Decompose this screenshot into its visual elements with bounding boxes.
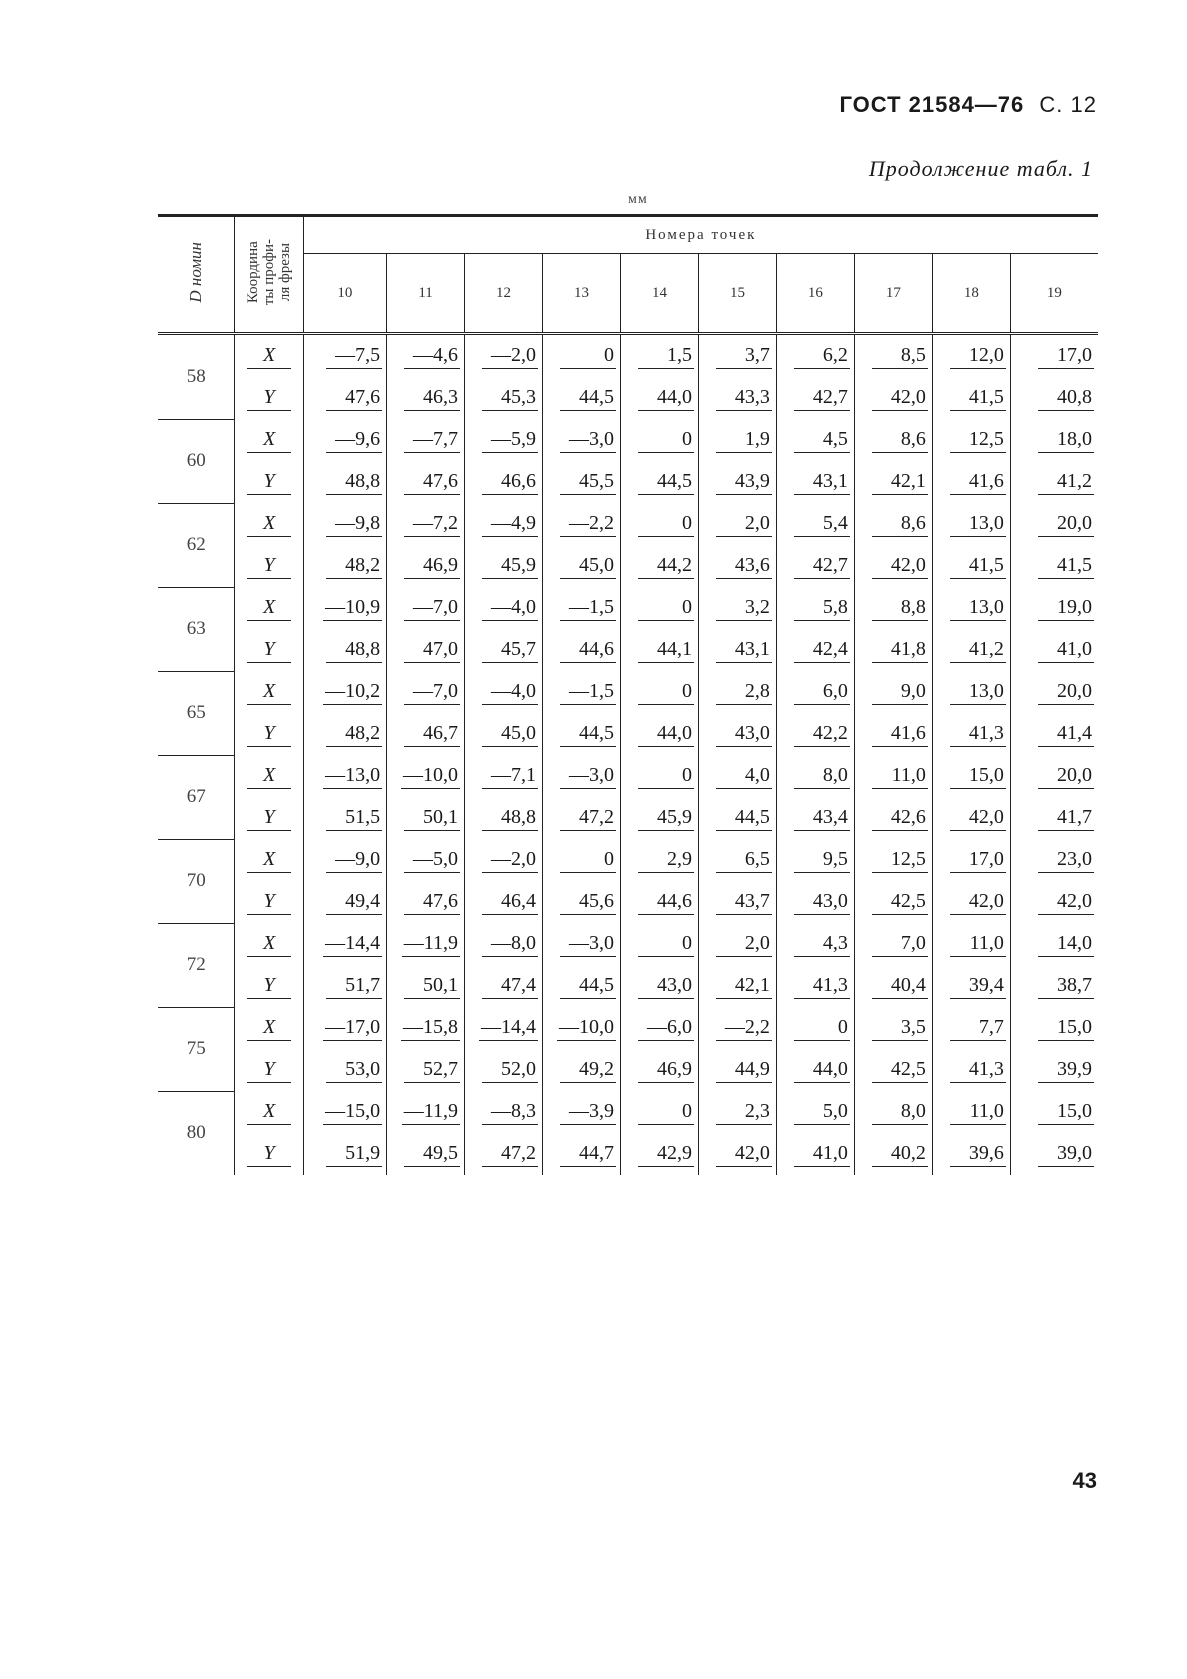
coordinate-value-cell: —10,0	[387, 755, 465, 797]
coordinate-value-cell: —11,9	[387, 923, 465, 965]
coordinate-value-cell: 41,3	[932, 1049, 1010, 1091]
point-number-header: 15	[698, 254, 776, 333]
d-nominal-cell: 80	[158, 1091, 235, 1175]
coordinate-value-cell: 39,6	[932, 1133, 1010, 1175]
coordinate-value-cell: 44,0	[620, 713, 698, 755]
coordinate-value-cell: —9,8	[303, 503, 386, 545]
coordinate-value-cell: 51,5	[303, 797, 386, 839]
d-nominal-header: D номин	[186, 241, 206, 303]
table-row	[158, 1049, 1098, 1091]
coordinate-value-cell: —2,0	[465, 839, 543, 881]
coordinate-value-cell: —1,5	[543, 671, 621, 713]
d-nominal-cell: 63	[158, 587, 235, 671]
coordinate-value-cell: 52,7	[387, 1049, 465, 1091]
table-row	[158, 965, 1098, 1007]
coordinate-label-cell: Y	[235, 545, 303, 587]
coordinate-value-cell: 8,5	[854, 334, 932, 378]
coordinate-value-cell: 44,0	[620, 377, 698, 419]
coordinate-value-cell: 49,4	[303, 881, 386, 923]
coordinate-value-cell: 42,7	[776, 545, 854, 587]
coordinate-value-cell: 43,0	[698, 713, 776, 755]
coordinate-value-cell: 44,9	[698, 1049, 776, 1091]
coordinate-value-cell: 43,3	[698, 377, 776, 419]
coordinate-value-cell: 51,9	[303, 1133, 386, 1175]
coordinate-label-cell: X	[235, 923, 303, 965]
coordinate-value-cell: 46,9	[387, 545, 465, 587]
coordinate-value-cell: 47,2	[465, 1133, 543, 1175]
coordinate-value-cell: 5,8	[776, 587, 854, 629]
coordinate-value-cell: 13,0	[932, 503, 1010, 545]
coordinate-value-cell: 44,5	[543, 713, 621, 755]
coordinate-value-cell: —7,0	[387, 587, 465, 629]
coordinate-value-cell: —9,6	[303, 419, 386, 461]
coordinate-value-cell: 17,0	[1010, 334, 1098, 378]
coordinate-value-cell: 43,9	[698, 461, 776, 503]
coordinate-value-cell: 42,5	[854, 881, 932, 923]
coordinate-value-cell: 42,0	[1010, 881, 1098, 923]
coordinate-value-cell: —3,0	[543, 923, 621, 965]
coordinate-value-cell: 6,5	[698, 839, 776, 881]
coordinate-value-cell: 1,9	[698, 419, 776, 461]
coordinate-value-cell: 20,0	[1010, 755, 1098, 797]
point-number-header: 12	[465, 254, 543, 333]
coordinate-value-cell: 5,4	[776, 503, 854, 545]
coordinate-label-cell: X	[235, 755, 303, 797]
table-row	[158, 1007, 1098, 1049]
coordinate-value-cell: 42,0	[932, 797, 1010, 839]
coordinate-value-cell: 46,6	[465, 461, 543, 503]
coordinate-value-cell: 46,7	[387, 713, 465, 755]
table-continuation-label: Продолжение табл. 1	[868, 156, 1093, 181]
coordinate-value-cell: 45,0	[543, 545, 621, 587]
coordinate-value-cell: 43,6	[698, 545, 776, 587]
coordinate-value-cell: 41,4	[1010, 713, 1098, 755]
coordinate-value-cell: 40,2	[854, 1133, 932, 1175]
coordinate-value-cell: 6,2	[776, 334, 854, 378]
d-nominal-cell: 70	[158, 839, 235, 923]
coordinate-value-cell: 42,5	[854, 1049, 932, 1091]
coordinate-value-cell: —3,0	[543, 419, 621, 461]
coordinate-value-cell: 44,2	[620, 545, 698, 587]
coordinate-value-cell: 7,7	[932, 1007, 1010, 1049]
d-nominal-cell: 75	[158, 1007, 235, 1091]
coordinate-value-cell: 5,0	[776, 1091, 854, 1133]
coordinate-value-cell: —10,2	[303, 671, 386, 713]
d-nominal-cell: 65	[158, 671, 235, 755]
coordinate-value-cell: 0	[620, 671, 698, 713]
coordinate-value-cell: 14,0	[1010, 923, 1098, 965]
table-row	[158, 377, 1098, 419]
coordinate-value-cell: —8,3	[465, 1091, 543, 1133]
coordinate-value-cell: —11,9	[387, 1091, 465, 1133]
point-number-header: 14	[620, 254, 698, 333]
table-row	[158, 839, 1098, 881]
coordinate-value-cell: 43,4	[776, 797, 854, 839]
page-number: 43	[1072, 1468, 1097, 1493]
coordinate-value-cell: 2,9	[620, 839, 698, 881]
coordinate-label-cell: X	[235, 671, 303, 713]
coordinate-value-cell: 41,5	[932, 545, 1010, 587]
coordinate-value-cell: —17,0	[303, 1007, 386, 1049]
coordinate-value-cell: 0	[620, 419, 698, 461]
coordinate-value-cell: 43,0	[776, 881, 854, 923]
coordinate-label-cell: X	[235, 419, 303, 461]
coordinate-value-cell: 8,0	[854, 1091, 932, 1133]
coordinate-value-cell: 44,7	[543, 1133, 621, 1175]
coordinate-value-cell: 8,6	[854, 419, 932, 461]
coordinate-value-cell: 20,0	[1010, 671, 1098, 713]
coordinate-value-cell: 8,6	[854, 503, 932, 545]
coordinate-label-cell: Y	[235, 797, 303, 839]
table-row	[158, 923, 1098, 965]
coordinate-value-cell: —3,9	[543, 1091, 621, 1133]
page-ref: С. 12	[1039, 92, 1097, 117]
coordinate-value-cell: 18,0	[1010, 419, 1098, 461]
coordinate-value-cell: —7,2	[387, 503, 465, 545]
d-nominal-cell: 60	[158, 419, 235, 503]
coordinate-value-cell: —14,4	[303, 923, 386, 965]
coordinate-value-cell: 3,7	[698, 334, 776, 378]
coordinate-value-cell: 4,5	[776, 419, 854, 461]
coordinate-label-cell: X	[235, 1091, 303, 1133]
coordinate-label-cell: Y	[235, 713, 303, 755]
coordinate-value-cell: 42,9	[620, 1133, 698, 1175]
coordinate-value-cell: 44,5	[698, 797, 776, 839]
coordinate-value-cell: —8,0	[465, 923, 543, 965]
point-number-header: 10	[303, 254, 386, 333]
coordinate-value-cell: 11,0	[854, 755, 932, 797]
coordinate-value-cell: 47,4	[465, 965, 543, 1007]
table-row	[158, 461, 1098, 503]
d-nominal-cell: 72	[158, 923, 235, 1007]
coordinate-value-cell: 19,0	[1010, 587, 1098, 629]
coordinate-value-cell: —7,0	[387, 671, 465, 713]
table-row	[158, 881, 1098, 923]
coordinate-value-cell: 0	[543, 839, 621, 881]
coordinate-value-cell: 41,0	[776, 1133, 854, 1175]
coordinate-value-cell: 46,4	[465, 881, 543, 923]
coordinate-value-cell: 45,6	[543, 881, 621, 923]
coordinate-label-cell: Y	[235, 1049, 303, 1091]
point-number-header: 16	[776, 254, 854, 333]
coordinate-value-cell: 43,0	[620, 965, 698, 1007]
table-row	[158, 419, 1098, 461]
coordinate-value-cell: 45,0	[465, 713, 543, 755]
coordinate-value-cell: 42,6	[854, 797, 932, 839]
coordinate-label-cell: Y	[235, 1133, 303, 1175]
coordinate-value-cell: 48,8	[465, 797, 543, 839]
coordinate-value-cell: 44,0	[776, 1049, 854, 1091]
coordinate-value-cell: 40,8	[1010, 377, 1098, 419]
coordinate-value-cell: 15,0	[1010, 1007, 1098, 1049]
coordinates-table-wrapper	[158, 214, 1098, 1175]
coordinate-value-cell: 41,8	[854, 629, 932, 671]
coordinate-value-cell: —13,0	[303, 755, 386, 797]
coordinate-value-cell: —2,2	[543, 503, 621, 545]
coordinate-value-cell: 42,0	[854, 377, 932, 419]
coordinate-value-cell: 39,9	[1010, 1049, 1098, 1091]
coordinate-value-cell: —2,2	[698, 1007, 776, 1049]
coordinate-value-cell: 2,0	[698, 503, 776, 545]
coordinate-value-cell: 0	[776, 1007, 854, 1049]
coordinate-value-cell: 53,0	[303, 1049, 386, 1091]
point-number-header: 18	[932, 254, 1010, 333]
coordinate-value-cell: 52,0	[465, 1049, 543, 1091]
coordinate-value-cell: 39,4	[932, 965, 1010, 1007]
coordinate-value-cell: —2,0	[465, 334, 543, 378]
coordinate-value-cell: 42,0	[932, 881, 1010, 923]
coordinate-value-cell: 38,7	[1010, 965, 1098, 1007]
table-row	[158, 334, 1098, 378]
coordinate-value-cell: 44,5	[543, 377, 621, 419]
coordinate-value-cell: —4,0	[465, 587, 543, 629]
coordinate-label-cell: X	[235, 334, 303, 378]
standard-number: ГОСТ 21584—76	[839, 92, 1025, 117]
coordinate-label-cell: Y	[235, 881, 303, 923]
table-row	[158, 545, 1098, 587]
coordinate-value-cell: 43,1	[776, 461, 854, 503]
coordinate-value-cell: 1,5	[620, 334, 698, 378]
coordinate-header: Координа ты профи- ля фрезы	[235, 217, 303, 332]
coordinate-value-cell: 8,0	[776, 755, 854, 797]
coordinate-value-cell: 42,1	[698, 965, 776, 1007]
coordinate-value-cell: 2,3	[698, 1091, 776, 1133]
coordinate-value-cell: 43,7	[698, 881, 776, 923]
coordinate-value-cell: —10,9	[303, 587, 386, 629]
coordinate-value-cell: 41,3	[776, 965, 854, 1007]
coordinate-value-cell: —5,0	[387, 839, 465, 881]
coordinate-value-cell: 17,0	[932, 839, 1010, 881]
coordinate-value-cell: 47,2	[543, 797, 621, 839]
coordinate-value-cell: 2,8	[698, 671, 776, 713]
table-row	[158, 755, 1098, 797]
coordinate-value-cell: —5,9	[465, 419, 543, 461]
coordinate-value-cell: 41,2	[932, 629, 1010, 671]
coordinate-value-cell: 44,1	[620, 629, 698, 671]
table-row	[158, 671, 1098, 713]
table-row	[158, 1091, 1098, 1133]
coordinate-value-cell: 0	[620, 587, 698, 629]
coordinate-value-cell: —4,6	[387, 334, 465, 378]
coordinate-value-cell: 41,7	[1010, 797, 1098, 839]
coordinate-value-cell: 40,4	[854, 965, 932, 1007]
coordinate-value-cell: 12,5	[854, 839, 932, 881]
coordinate-value-cell: 45,5	[543, 461, 621, 503]
coordinate-label-cell: X	[235, 503, 303, 545]
coordinate-value-cell: 9,0	[854, 671, 932, 713]
coordinate-value-cell: 41,6	[854, 713, 932, 755]
coordinate-label-cell: X	[235, 1007, 303, 1049]
coordinate-value-cell: —6,0	[620, 1007, 698, 1049]
table-row	[158, 587, 1098, 629]
coordinate-value-cell: 42,2	[776, 713, 854, 755]
coordinate-value-cell: 15,0	[932, 755, 1010, 797]
coordinate-value-cell: 2,0	[698, 923, 776, 965]
coordinate-value-cell: 41,3	[932, 713, 1010, 755]
coordinate-value-cell: —7,5	[303, 334, 386, 378]
d-nominal-cell: 58	[158, 334, 235, 420]
coordinate-value-cell: 0	[620, 923, 698, 965]
coordinate-value-cell: 20,0	[1010, 503, 1098, 545]
table-row	[158, 629, 1098, 671]
coordinate-value-cell: 6,0	[776, 671, 854, 713]
coordinate-value-cell: —7,1	[465, 755, 543, 797]
point-number-header: 11	[387, 254, 465, 333]
coordinate-label-cell: X	[235, 587, 303, 629]
coordinate-value-cell: —15,8	[387, 1007, 465, 1049]
coordinate-value-cell: —15,0	[303, 1091, 386, 1133]
coordinate-value-cell: 41,0	[1010, 629, 1098, 671]
coordinate-value-cell: 50,1	[387, 797, 465, 839]
coordinate-value-cell: 11,0	[932, 1091, 1010, 1133]
coordinate-value-cell: —14,4	[465, 1007, 543, 1049]
coordinate-value-cell: 42,1	[854, 461, 932, 503]
table-row	[158, 503, 1098, 545]
coordinate-label-cell: Y	[235, 377, 303, 419]
coordinates-table	[158, 217, 1098, 1175]
coordinate-value-cell: 11,0	[932, 923, 1010, 965]
coordinate-value-cell: 41,2	[1010, 461, 1098, 503]
unit-label: мм	[628, 192, 648, 207]
coordinate-value-cell: 41,5	[1010, 545, 1098, 587]
coordinate-value-cell: 48,8	[303, 629, 386, 671]
table-row	[158, 797, 1098, 839]
coordinate-value-cell: 41,6	[932, 461, 1010, 503]
table-row	[158, 713, 1098, 755]
coordinate-value-cell: 42,0	[854, 545, 932, 587]
coordinate-value-cell: 8,8	[854, 587, 932, 629]
coordinate-value-cell: —9,0	[303, 839, 386, 881]
coordinate-label-cell: X	[235, 839, 303, 881]
coordinate-value-cell: 42,0	[698, 1133, 776, 1175]
coordinate-value-cell: 48,8	[303, 461, 386, 503]
d-nominal-cell: 67	[158, 755, 235, 839]
coordinate-value-cell: 42,4	[776, 629, 854, 671]
coordinate-value-cell: 3,5	[854, 1007, 932, 1049]
coordinate-value-cell: 0	[620, 503, 698, 545]
coordinate-value-cell: 45,3	[465, 377, 543, 419]
coordinate-value-cell: 0	[620, 1091, 698, 1133]
coordinate-value-cell: 45,9	[620, 797, 698, 839]
coordinate-label-cell: Y	[235, 629, 303, 671]
coordinate-value-cell: 41,5	[932, 377, 1010, 419]
coordinate-value-cell: 0	[543, 334, 621, 378]
coordinate-value-cell: 45,9	[465, 545, 543, 587]
coordinate-value-cell: 13,0	[932, 671, 1010, 713]
coordinate-value-cell: 43,1	[698, 629, 776, 671]
coordinate-value-cell: —4,0	[465, 671, 543, 713]
coordinate-value-cell: 47,6	[387, 881, 465, 923]
coordinate-value-cell: 4,3	[776, 923, 854, 965]
coordinate-value-cell: 47,6	[303, 377, 386, 419]
coordinate-value-cell: 39,0	[1010, 1133, 1098, 1175]
coordinate-value-cell: 51,7	[303, 965, 386, 1007]
point-number-header: 13	[543, 254, 621, 333]
coordinate-value-cell: 4,0	[698, 755, 776, 797]
point-numbers-header: Номера точек	[303, 217, 1098, 254]
coordinate-value-cell: 9,5	[776, 839, 854, 881]
coordinate-value-cell: 15,0	[1010, 1091, 1098, 1133]
coordinate-value-cell: 44,6	[620, 881, 698, 923]
coordinate-value-cell: 49,2	[543, 1049, 621, 1091]
coordinate-value-cell: 48,2	[303, 545, 386, 587]
coordinate-value-cell: 44,5	[620, 461, 698, 503]
coordinate-value-cell: 44,6	[543, 629, 621, 671]
coordinate-value-cell: 46,9	[620, 1049, 698, 1091]
coordinate-value-cell: 44,5	[543, 965, 621, 1007]
coordinate-value-cell: 47,0	[387, 629, 465, 671]
coordinate-value-cell: 7,0	[854, 923, 932, 965]
coordinate-label-cell: Y	[235, 965, 303, 1007]
coordinate-value-cell: 3,2	[698, 587, 776, 629]
coordinate-value-cell: —4,9	[465, 503, 543, 545]
coordinate-value-cell: 47,6	[387, 461, 465, 503]
coordinate-value-cell: —7,7	[387, 419, 465, 461]
coordinate-value-cell: 45,7	[465, 629, 543, 671]
coordinate-value-cell: 42,7	[776, 377, 854, 419]
coordinate-value-cell: —10,0	[543, 1007, 621, 1049]
document-header	[839, 92, 1097, 118]
point-number-header: 19	[1010, 254, 1098, 333]
coordinate-value-cell: 0	[620, 755, 698, 797]
coordinate-value-cell: 13,0	[932, 587, 1010, 629]
coordinate-value-cell: —1,5	[543, 587, 621, 629]
point-number-header: 17	[854, 254, 932, 333]
coordinate-value-cell: 23,0	[1010, 839, 1098, 881]
coordinate-value-cell: 12,5	[932, 419, 1010, 461]
d-nominal-cell: 62	[158, 503, 235, 587]
coordinate-value-cell: 48,2	[303, 713, 386, 755]
table-row	[158, 1133, 1098, 1175]
coordinate-value-cell: 12,0	[932, 334, 1010, 378]
coordinate-value-cell: —3,0	[543, 755, 621, 797]
coordinate-value-cell: 46,3	[387, 377, 465, 419]
coordinate-value-cell: 49,5	[387, 1133, 465, 1175]
coordinate-value-cell: 50,1	[387, 965, 465, 1007]
coordinate-label-cell: Y	[235, 461, 303, 503]
